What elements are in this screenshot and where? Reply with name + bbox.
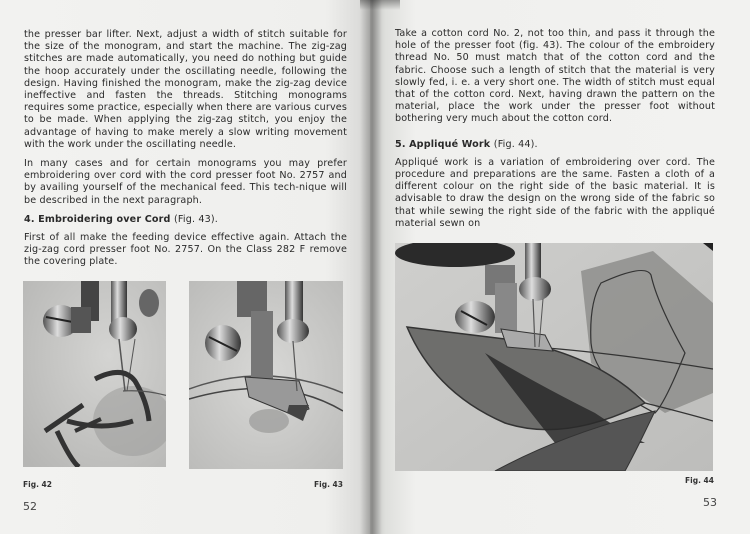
section-heading-title: 4. Embroidering over Cord bbox=[24, 213, 171, 225]
section-heading-ref: (Fig. 43). bbox=[174, 213, 218, 225]
left-page bbox=[0, 0, 370, 534]
paragraph: Appliqué work is a variation of embroidering over cord. The procedure and preparations are the same. Fasten a cloth of a different colour on the right side of the basic material. It is advisable to draw the design on the wrong side of the fabric so that while sewing the right side of the fabric with the appliqué material sewn on bbox=[395, 156, 715, 229]
section-heading-ref: (Fig. 44). bbox=[493, 138, 538, 150]
left-page-text bbox=[24, 29, 347, 276]
page-number: 53 bbox=[703, 496, 717, 509]
paragraph: In many cases and for certain monograms you may prefer embroidering over cord with the cord presser foot No. 2757 and by availing yourself of the mechanical feed. This tech-nique will be described in the next paragraph. bbox=[24, 158, 347, 206]
right-page bbox=[370, 0, 750, 534]
paragraph: Take a cotton cord No. 2, not too thin, and pass it through the hole of the presser foot (fig. 43). The colour of the embroidery thread No. 50 must match that of the cotton cord and the fabric. Choose such a length of stitch that the material is very slowly fed, i. e. a very short one. The width of stitch must equal that of the cotton cord. Next, having drawn the pattern on the material, place the work under the presser foot without bothering very much about the cotton cord. bbox=[395, 28, 715, 125]
section-heading-title: 5. Appliqué Work bbox=[395, 138, 491, 150]
section-heading bbox=[24, 214, 347, 226]
figure-42-image bbox=[23, 281, 166, 467]
section-heading bbox=[395, 139, 715, 151]
paragraph: the presser bar lifter. Next, adjust a width of stitch suitable for the size of the monogram, and start the machine. The zig-zag stitches are made automatically, you need do nothing but guide the hoop accurately under the oscillating needle, following the design. Having finished the monogram, make the zig-zag device ineffective and fasten the threads. Stitching monograms requires some practice, especially when there are various curves to be made. When applying the zig-zag stitch, you enjoy the advantage of having to make merely a slow writing movement with the work under the oscillating needle. bbox=[24, 29, 347, 150]
figure-43-image bbox=[189, 281, 343, 469]
page-number: 52 bbox=[23, 500, 37, 513]
book-gutter bbox=[360, 0, 382, 534]
figure-44-image bbox=[395, 243, 713, 471]
paragraph: First of all make the feeding device effective again. Attach the zig-zag cord presser foot No. 2757. On the Class 282 F remove the covering plate. bbox=[24, 232, 347, 268]
page-edge-shadow bbox=[360, 0, 400, 10]
figure-44-caption: Fig. 44 bbox=[685, 476, 714, 485]
figure-43-caption: Fig. 43 bbox=[314, 480, 343, 489]
right-page-text bbox=[395, 28, 715, 237]
figure-42-caption: Fig. 42 bbox=[23, 480, 52, 489]
